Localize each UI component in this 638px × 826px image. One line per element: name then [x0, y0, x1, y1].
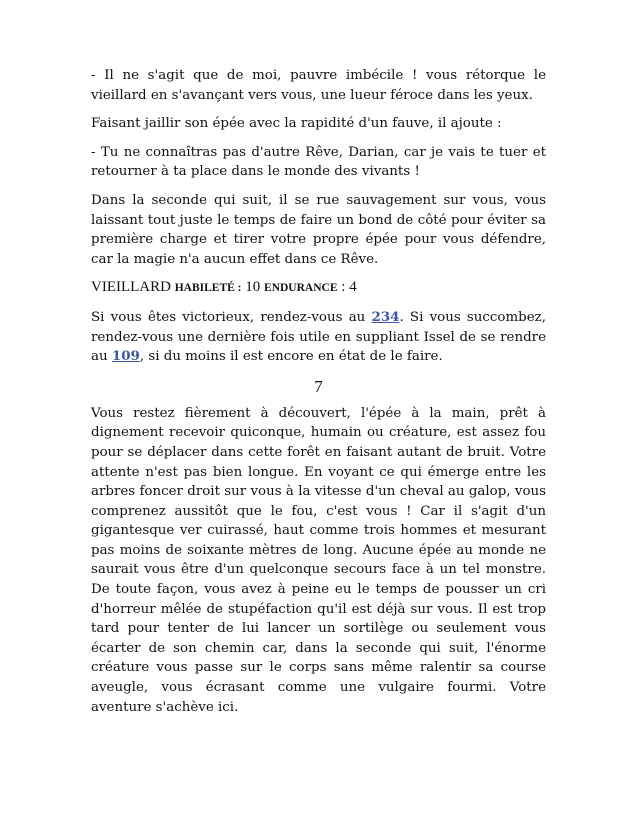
skill-label: HABILETÉ : [174, 282, 242, 295]
enemy-stats [91, 278, 546, 299]
section-link-234[interactable]: 234 [371, 308, 400, 325]
dialogue-paragraph-2: - Tu ne connaîtras pas d'autre Rêve, Darian, car je vais te tuer et retourner à ta place dans le monde des vivants ! [91, 144, 546, 180]
book-page [91, 66, 546, 726]
narration-paragraph-2: Dans la seconde qui suit, il se rue sauvagement sur vous, vous laissant tout juste le temps de faire un bond de côté pour éviter sa première charge et tirer votre propre épée pour vous défendre, car la magie n'a aucun effet dans ce Rêve. [91, 192, 546, 267]
endurance-label: ENDURANCE [264, 282, 338, 295]
section-number: 7 [314, 376, 323, 396]
section-7-paragraph: Vous restez fièrement à découvert, l'épée à la main, prêt à dignement recevoir quiconque, humain ou créature, est assez fou pour se déplacer dans cette forêt en faisant autant de bruit. Votre attente n'est pas bien longue. En voyant ce qui émerge entre les arbres foncer droit sur vous à la vitesse d'un cheval au galop, vous comprenez aussitôt que le fou, c'est vous ! Car il s'agit d'un gigantesque ver cuirassé, haut comme trois hommes et mesurant pas moins de soixante mètres de long. Aucune épée au monde ne saurait vous être d'un quelconque secours face à un tel monstre. De toute façon, vous avez à peine eu le temps de pousser un cri d'horreur mêlée de stupéfaction qu'il est déjà sur vous. Il est trop tard pour tenter de lui lancer un sortilège ou seulement vous écarter de son chemin car, dans la seconde qui suit, l'énorme créature vous passe sur le corps sans même ralentir sa course aveugle, vous écrasant comme une vulgaire fourmi. Votre aventure s'achève ici. [91, 405, 546, 715]
dialogue-paragraph-1: - Il ne s'agit que de moi, pauvre imbécile ! vous rétorque le vieillard en s'avançant vers vous, une lueur féroce dans les yeux. [91, 68, 546, 103]
choice-text-b: . Si vous succombez, rendez-vous une dernière fois utile en suppliant Issel de se rendre au [91, 309, 546, 365]
section-link-109[interactable]: 109 [111, 348, 140, 365]
choice-paragraph [91, 308, 546, 367]
choice-text-c: , si du moins il est encore en état de le faire. [139, 349, 443, 365]
skill-value: 10 [245, 279, 261, 296]
endurance-value: 4 [349, 279, 357, 296]
narration-paragraph-1: Faisant jaillir son épée avec la rapidité d'un fauve, il ajoute : [91, 116, 502, 132]
choice-text-a: Si vous êtes victorieux, rendez-vous au [91, 309, 372, 325]
endurance-separator: : [341, 279, 346, 296]
enemy-name: VIEILLARD [91, 279, 171, 296]
